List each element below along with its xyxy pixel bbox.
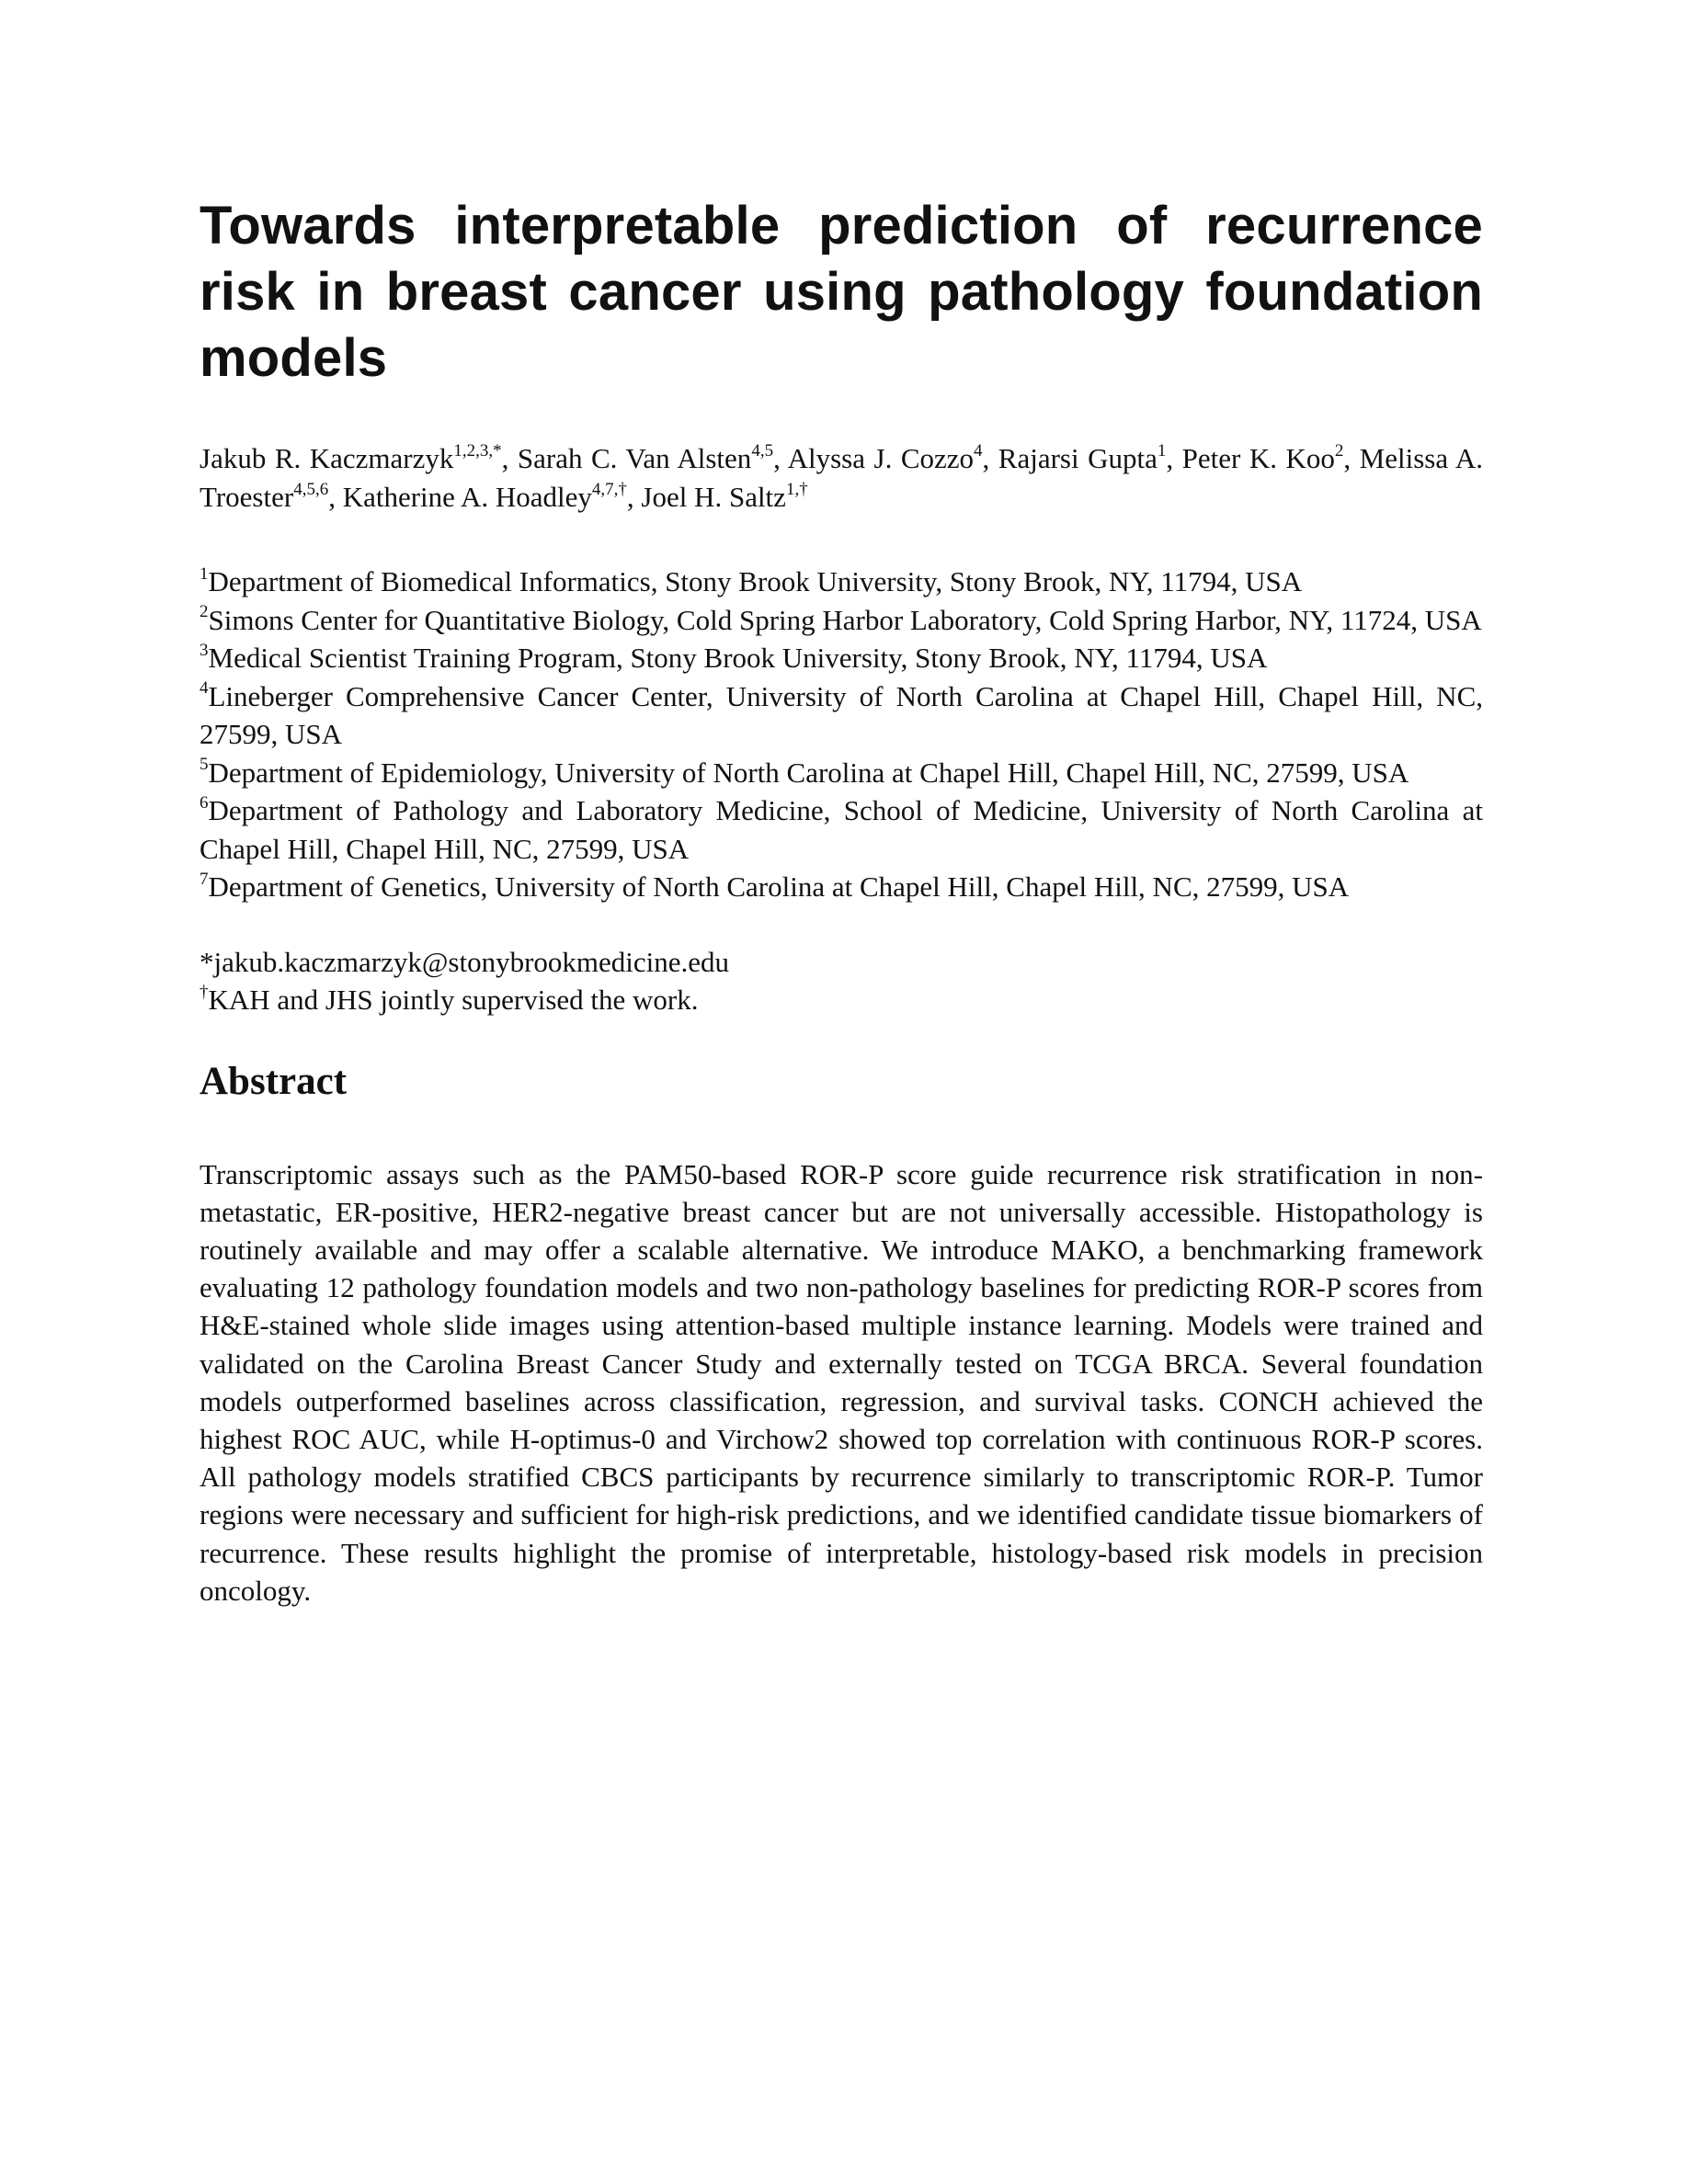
author-affiliation-marks: 1 xyxy=(1157,440,1167,461)
affiliation-number: 7 xyxy=(200,869,209,889)
author-separator: , xyxy=(501,442,518,474)
affiliation xyxy=(200,563,1483,601)
author-name: Joel H. Saltz xyxy=(641,481,786,513)
author xyxy=(641,481,807,513)
supervision-note-text: KAH and JHS jointly supervised the work. xyxy=(208,984,699,1016)
affiliation xyxy=(200,677,1483,754)
author-separator: , xyxy=(328,481,343,513)
corresponding-email: *jakub.kaczmarzyk@stonybrookmedicine.edu xyxy=(200,945,730,978)
author-affiliation-marks: 4,7,† xyxy=(591,479,627,499)
author-affiliation-marks: 1,† xyxy=(785,479,808,499)
affiliation xyxy=(200,791,1483,868)
affiliation-text: Medical Scientist Training Program, Stony Brook University, Stony Brook, NY, 11794, USA xyxy=(208,642,1268,674)
affiliation-number: 3 xyxy=(200,640,209,660)
affiliation-text: Lineberger Comprehensive Cancer Center, University of North Carolina at Chapel Hill, Chapel Hill, NC, 27599, USA xyxy=(200,679,1483,750)
affiliation xyxy=(200,601,1483,640)
author-separator: , xyxy=(1343,442,1360,474)
affiliation-number: 2 xyxy=(200,602,209,622)
affiliation-text: Department of Epidemiology, University of North Carolina at Chapel Hill, Chapel Hill, NC, 27599, USA xyxy=(208,756,1409,789)
affiliation-number: 5 xyxy=(200,755,209,775)
author-separator: , xyxy=(1166,442,1182,474)
author-name: Jakub R. Kaczmarzyk xyxy=(200,442,454,474)
author-name: Sarah C. Van Alsten xyxy=(517,442,752,474)
author-affiliation-marks: 4,5 xyxy=(751,440,774,461)
affiliation-text: Department of Pathology and Laboratory Medicine, School of Medicine, University of North Carolina at Chapel Hill, Chapel Hill, NC, 27599, USA xyxy=(200,794,1483,865)
affiliation-text: Department of Genetics, University of North Carolina at Chapel Hill, Chapel Hill, NC, 27599, USA xyxy=(208,870,1350,903)
affiliation-text: Department of Biomedical Informatics, Stony Brook University, Stony Brook, NY, 11794, USA xyxy=(208,565,1303,597)
affiliation xyxy=(200,639,1483,677)
author-name: Melissa A. Troester xyxy=(200,442,1484,513)
author-separator: , xyxy=(626,481,642,513)
affiliation-text: Simons Center for Quantitative Biology, Cold Spring Harbor Laboratory, Cold Spring Harbor, NY, 11724, USA xyxy=(208,603,1482,636)
author xyxy=(343,481,642,513)
author xyxy=(1182,442,1360,474)
affiliation-number: 6 xyxy=(200,792,209,813)
author-affiliation-marks: 2 xyxy=(1334,440,1344,461)
author-name: Peter K. Koo xyxy=(1181,442,1335,474)
author xyxy=(788,442,998,474)
author-list xyxy=(200,439,1483,517)
author-name: Katherine A. Hoadley xyxy=(342,481,592,513)
paper-title: Towards interpretable prediction of recurrence risk in breast cancer using pathology foundation models xyxy=(200,196,1483,388)
abstract-heading: Abstract xyxy=(200,1059,348,1103)
author xyxy=(200,442,518,474)
abstract-body: Transcriptomic assays such as the PAM50-based ROR-P score guide recurrence risk stratification in non-metastatic, ER-positive, HER2-negative breast cancer but are not universally accessible. Histopathology is routinely available and may offer a scalable alternative. We introduce MAKO, a benchmarking framework evaluating 12 pathology foundation models and two non-pathology baselines for predicting ROR-P scores from H&E-stained whole slide images using attention-based multiple instance learning. Models were trained and validated on the Carolina Breast Cancer Study and externally tested on TCGA BRCA. Several foundation models outperformed baselines across classification, regression, and survival tasks. CONCH achieved the highest ROC AUC, while H-optimus-0 and Virchow2 showed top correlation with continuous ROR-P scores. All pathology models stratified CBCS participants by recurrence similarly to transcriptomic ROR-P. Tumor regions were necessary and sufficient for high-risk predictions, and we identified candidate tissue biomarkers of recurrence. These results highlight the promise of interpretable, histology-based risk models in precision oncology. xyxy=(200,1157,1483,1607)
dagger-mark: † xyxy=(200,982,209,1002)
affiliation-number: 4 xyxy=(200,678,209,699)
author-name: Rajarsi Gupta xyxy=(998,442,1158,474)
author-affiliation-marks: 4,5,6 xyxy=(293,479,329,499)
paper-page xyxy=(200,193,1483,1610)
affiliation-number: 1 xyxy=(200,563,209,584)
supervision-note xyxy=(200,981,1483,1019)
affiliation xyxy=(200,868,1483,906)
correspondence-block xyxy=(200,943,1483,1019)
author-separator: , xyxy=(773,442,788,474)
author xyxy=(518,442,788,474)
author-affiliation-marks: 1,2,3,* xyxy=(453,440,502,461)
affiliation xyxy=(200,754,1483,792)
author xyxy=(998,442,1182,474)
affiliation-list xyxy=(200,563,1483,906)
author-affiliation-marks: 4 xyxy=(974,440,983,461)
author-separator: , xyxy=(982,442,998,474)
author-name: Alyssa J. Cozzo xyxy=(787,442,975,474)
